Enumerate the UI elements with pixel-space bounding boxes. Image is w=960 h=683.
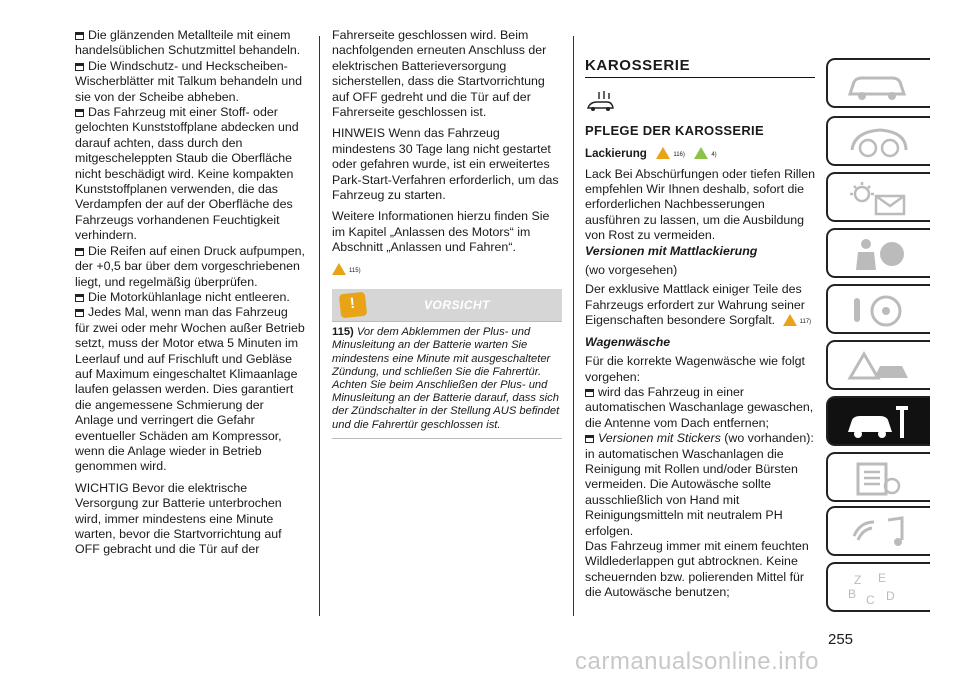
left-column <box>75 28 305 558</box>
warning-icon <box>783 314 797 326</box>
bullet-icon <box>75 309 84 317</box>
subsection-title: PFLEGE DER KAROSSERIE <box>585 122 764 138</box>
list-item <box>585 385 817 431</box>
wagen-heading: Wagenwäsche <box>585 334 671 349</box>
tab-lights[interactable] <box>826 172 930 222</box>
vorsicht-body <box>332 321 562 439</box>
list-item-text: wird das Fahrzeug in einer automatischen Waschanlage gewaschen, die Antenne vom Dach entfernen; <box>585 384 814 430</box>
final-paragraph: Das Fahrzeug immer mit einem feuchten Wildlederlappen gut abtrocknen. Keine scheuernden bzw. polierenden Mittel für die Autowäsche benutzen; <box>585 538 809 600</box>
section-title: KAROSSERIE <box>585 58 815 78</box>
list-item <box>585 431 817 539</box>
reference-number: 115) <box>349 267 361 274</box>
vorsicht-header <box>332 289 562 321</box>
reference-number: 117) <box>799 319 812 326</box>
tab-index[interactable] <box>826 562 930 612</box>
list-item-text: (wo vorhanden): in automatischen Waschanlagen die Reinigung mit Rollen und/oder Bürsten vermeiden. Die Autowäsche sollte ausschließlich von Hand mit Reinigungsmitteln mit neutralem PH erfolgen. <box>585 431 814 538</box>
wichtig-paragraph: WICHTIG Bevor die elektrische Versorgung zur Batterie unterbrochen wird, immer mindestens eine Minute warten, bevor die Startvorrichtung auf OFF gebracht und die Tür auf der <box>75 480 282 557</box>
bullet-icon <box>75 32 84 40</box>
seatbelt-airbag-icon <box>844 236 914 274</box>
tab-maintenance[interactable] <box>826 396 930 446</box>
matt-heading: Versionen mit Mattlackierung <box>585 243 758 258</box>
tab-multimedia[interactable] <box>826 506 930 556</box>
tab-specs[interactable] <box>826 452 930 502</box>
warning-icon <box>656 147 670 159</box>
list-item-text: Die Reifen auf einen Druck aufpumpen, der +0,5 bar über dem vorgeschriebenen liegt, und regelmäßig überprüfen. <box>75 243 305 289</box>
car-wrench-icon <box>844 404 914 442</box>
reference-line <box>332 262 562 279</box>
bullet-icon <box>585 389 594 397</box>
svg-text:Z: Z <box>854 573 862 587</box>
svg-text:C: C <box>866 593 875 607</box>
tab-car-overview[interactable] <box>826 58 930 108</box>
right-column <box>585 58 817 601</box>
tab-starting[interactable] <box>826 284 930 334</box>
list-item <box>75 244 305 290</box>
tab-emergency[interactable] <box>826 340 930 390</box>
bullet-icon <box>75 248 84 256</box>
list-item <box>75 28 305 59</box>
index-abc-icon <box>844 570 914 608</box>
vorsicht-number: 115) <box>332 326 354 339</box>
svg-text:D: D <box>886 589 895 603</box>
warning-icon <box>332 263 346 275</box>
reference-number: 4) <box>711 152 717 159</box>
lackierung-heading <box>585 146 817 163</box>
bullet-icon <box>585 435 594 443</box>
matt-text: Der exklusive Mattlack einiger Teile des Fahrzeugs erfordert zur Wahrung seiner Eigenschaften besondere Sorgfalt. <box>585 282 805 328</box>
continuation-paragraph: Fahrerseite geschlossen wird. Beim nachfolgenden erneuten Anschluss der elektrischen Batterieversorgung sicherstellen, dass die Startvorrichtung auf OFF gedreht und die Tür auf der Fahrerseite geschlossen ist. <box>332 28 547 120</box>
hinweis-paragraph: HINWEIS Wenn das Fahrzeug mindestens 30 Tage lang nicht gestartet oder gefahren wurde, ist ein erweitertes Park-Start-Verfahren erforderlich, um das Fahrzeug zu starten. <box>332 126 559 203</box>
steering-key-icon <box>844 292 914 330</box>
warning-sign-icon: ! <box>339 292 367 319</box>
dashboard-gauge-icon <box>844 124 914 162</box>
list-item-text: Die Windschutz- und Heckscheiben-Wischerblätter mit Talkum behandeln und sie von der Scheibe abheben. <box>75 58 303 104</box>
vorsicht-title: VORSICHT <box>424 298 491 313</box>
bullet-icon <box>75 109 84 117</box>
matt-note: (wo vorgesehen) <box>585 263 678 278</box>
car-overview-icon <box>844 66 914 104</box>
middle-column <box>332 28 562 439</box>
list-item <box>75 290 305 305</box>
page-number: 255 <box>828 631 854 648</box>
reference-number: 116) <box>673 152 685 159</box>
list-item <box>75 105 305 244</box>
list-item-text: Das Fahrzeug mit einer Stoff- oder gelochten Kunststoffplane abdecken und darauf achten, dass durch den mitgescheleppten Staub die Oberfläche nicht beschädigt wird. Keine kompakten Kunststoffplanen verwenden, die das Verdampfen der auf der Oberfläche des Fahrzeugs vorhandenen Feuchtigkeit verhindern. <box>75 105 299 243</box>
matt-paragraph <box>585 282 817 330</box>
warning-triangle-car-icon <box>844 348 914 386</box>
environment-icon <box>694 147 708 159</box>
list-item-text: Die glänzenden Metallteile mit einem handelsüblichen Schutzmittel behandeln. <box>75 28 301 58</box>
weitere-paragraph: Weitere Informationen hierzu finden Sie im Kapitel „Anlassen des Motors“ im Abschnitt „Anlassen und Fahren“. <box>332 209 550 255</box>
column-divider <box>319 36 320 616</box>
car-wash-icon <box>585 90 615 112</box>
list-item <box>75 305 305 474</box>
column-divider <box>573 36 574 616</box>
list-item-text: Die Motorkühlanlage nicht entleeren. <box>88 289 290 304</box>
bullet-icon <box>75 63 84 71</box>
tab-safety[interactable] <box>826 228 930 278</box>
bullet-icon <box>75 294 84 302</box>
lackierung-label: Lackierung <box>585 147 647 161</box>
lack-paragraph: Lack Bei Abschürfungen oder tiefen Rillen empfehlen Wir Ihnen deshalb, sofort die erforderlichen Nachbesserungen ausführen zu lassen, um die Ausbildung von Rost zu vermeiden. <box>585 166 816 243</box>
svg-text:E: E <box>878 571 887 585</box>
tab-dashboard[interactable] <box>826 116 930 166</box>
specs-list-icon <box>844 460 914 498</box>
lights-message-icon <box>844 180 914 218</box>
svg-text:B: B <box>848 587 857 601</box>
list-item-italic: Versionen mit Stickers <box>598 431 721 446</box>
watermark: carmanualsonline.info <box>575 648 819 675</box>
list-item <box>75 59 305 105</box>
vorsicht-text: Vor dem Abklemmen der Plus- und Minusleitung an der Batterie warten Sie mindestens eine Minute mit ausgeschalteter Zündung, und schließen Sie die Fahrertür. Achten Sie beim Anschließen der Plus- und Minusleitung an der Batterie darauf, dass sich der Zündschalter in der Stellung AUS befindet und die Fahrertür geschlossen ist. <box>332 326 560 431</box>
multimedia-icon <box>844 514 914 552</box>
wagen-paragraph: Für die korrekte Wagenwäsche wie folgt vorgehen: <box>585 354 805 384</box>
list-item-text: Jedes Mal, wenn man das Fahrzeug für zwei oder mehr Wochen außer Betrieb setzt, muss der Motor etwa 5 Minuten im Leerlauf und auf Frischluft und Gebläse auf Maximum eingeschaltet Klimaanlage laufen gelassen werden. Dies garantiert die angemessene Schmierung der Anlage und verringert die Gefahr eventueller Schäden am Kompressor, wenn die Anlage wieder in Betrieb genommen wird. <box>75 305 305 474</box>
